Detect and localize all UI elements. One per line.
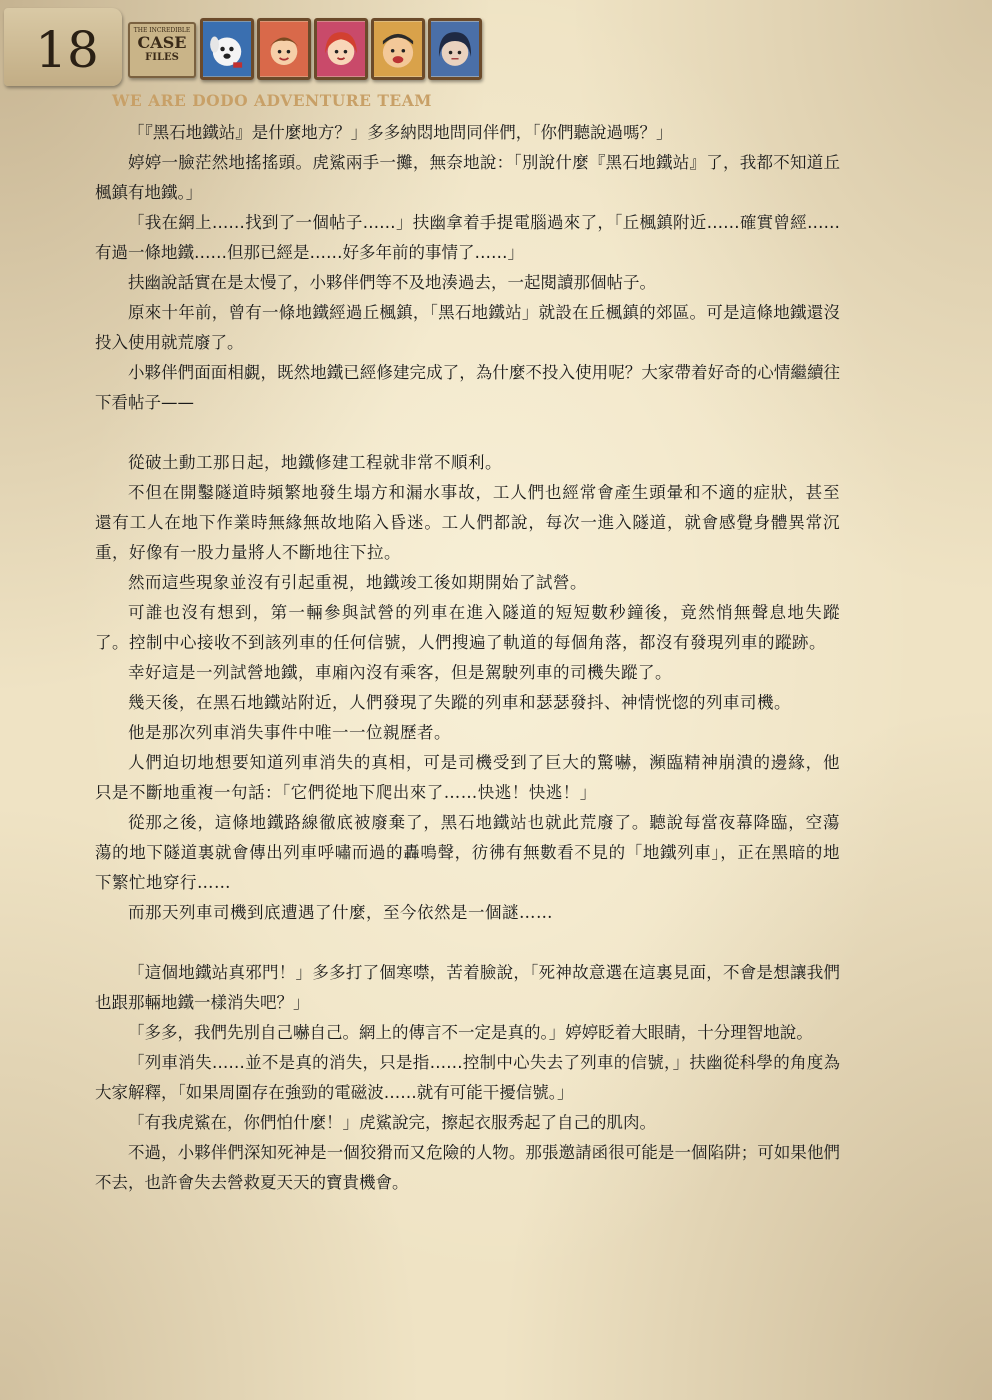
post-paragraph: 幾天後，在黑石地鐵站附近，人們發現了失蹤的列車和瑟瑟發抖、神情恍惚的列車司機。 xyxy=(128,693,791,712)
logo-line-2: CASE xyxy=(137,33,187,52)
dog-character-portrait xyxy=(200,18,254,80)
paragraph: 扶幽說話實在是太慢了，小夥伴們等不及地湊過去，一起閱讀那個帖子。 xyxy=(128,273,656,292)
paragraph: 「多多，我們先別自己嚇自己。網上的傳言不一定是真的。」婷婷眨着大眼睛，十分理智地說。 xyxy=(128,1023,813,1042)
post-paragraph: 從那之後，這條地鐵路線徹底被廢棄了，黑石地鐵站也就此荒廢了。聽說每當夜幕降臨，空蕩蕩的地下隧道裏就會傳出列車呼嘯而過的轟鳴聲，彷彿有無數看不見的「地鐵列車」，正在黑暗的地下繁忙地穿行…… xyxy=(95,813,840,892)
post-paragraph: 可誰也沒有想到，第一輛參與試營的列車在進入隧道的短短數秒鐘後，竟然悄無聲息地失蹤了。控制中心接收不到該列車的任何信號，人們搜遍了軌道的每個角落，都沒有發現列車的蹤跡。 xyxy=(95,603,840,652)
post-paragraph: 然而這些現象並沒有引起重視，地鐵竣工後如期開始了試營。 xyxy=(128,573,587,592)
post-paragraph: 人們迫切地想要知道列車消失的真相，可是司機受到了巨大的驚嚇，瀕臨精神崩潰的邊緣，他只是不斷地重複一句話：「它們從地下爬出來了……快逃！快逃！」 xyxy=(95,753,840,802)
page-number-tab xyxy=(4,8,122,86)
post-paragraph: 不但在開鑿隧道時頻繁地發生塌方和漏水事故，工人們也經常會產生頭暈和不適的症狀，甚至還有工人在地下作業時無緣無故地陷入昏迷。工人們都說，每次一進入隧道，就會感覺身體異常沉重，好像有一股力量將人不斷地往下拉。 xyxy=(95,483,840,562)
section-gap xyxy=(95,418,840,448)
team-banner: WE ARE DODO ADVENTURE TEAM xyxy=(112,91,432,110)
section-gap xyxy=(95,928,840,958)
story-text xyxy=(95,118,840,1198)
page-header xyxy=(0,0,560,115)
logo-line-3: FILES xyxy=(145,52,179,63)
paragraph: 「列車消失……並不是真的消失，只是指……控制中心失去了列車的信號，」扶幽從科學的角度為大家解釋，「如果周圍存在強勁的電磁波……就有可能干擾信號。」 xyxy=(95,1053,840,1102)
paragraph: 原來十年前，曾有一條地鐵經過丘楓鎮，「黑石地鐵站」就設在丘楓鎮的郊區。可是這條地鐵還沒投入使用就荒廢了。 xyxy=(95,303,840,352)
forum-post-section xyxy=(95,448,840,928)
after-section xyxy=(95,958,840,1198)
chubby-boy-character-portrait xyxy=(371,18,425,80)
logo-line-1: THE INCREDIBLE xyxy=(133,27,191,34)
girl-character-portrait xyxy=(314,18,368,80)
paragraph: 「這個地鐵站真邪門！」多多打了個寒噤，苦着臉說，「死神故意選在這裏見面，不會是想讓我們也跟那輛地鐵一樣消失吧？」 xyxy=(95,963,840,1012)
post-paragraph: 從破土動工那日起，地鐵修建工程就非常不順利。 xyxy=(128,453,502,472)
paragraph: 「我在網上……找到了一個帖子……」扶幽拿着手提電腦過來了，「丘楓鎮附近……確實曾經……有過一條地鐵……但那已經是……好多年前的事情了……」 xyxy=(95,213,840,262)
post-paragraph: 他是那次列車消失事件中唯一一位親歷者。 xyxy=(128,723,451,742)
case-files-logo xyxy=(128,22,196,78)
paragraph: 「『黑石地鐵站』是什麼地方？」多多納悶地問同伴們，「你們聽說過嗎？」 xyxy=(128,123,673,142)
post-paragraph: 幸好這是一列試營地鐵，車廂內沒有乘客，但是駕駛列車的司機失蹤了。 xyxy=(128,663,672,682)
paragraph: 不過，小夥伴們深知死神是一個狡猾而又危險的人物。那張邀請函很可能是一個陷阱；可如果他們不去，也許會失去營救夏天天的寶貴機會。 xyxy=(95,1143,840,1192)
paragraph: 「有我虎鯊在，你們怕什麼！」虎鯊說完，擦起衣服秀起了自己的肌肉。 xyxy=(128,1113,656,1132)
boy-character-portrait xyxy=(257,18,311,80)
page-number: 18 xyxy=(35,21,99,79)
paragraph: 婷婷一臉茫然地搖搖頭。虎鯊兩手一攤，無奈地說：「別說什麼『黑石地鐵站』了，我都不知道丘楓鎮有地鐵。」 xyxy=(95,153,840,202)
dark-hair-character-portrait xyxy=(428,18,482,80)
paragraph: 小夥伴們面面相覷，既然地鐵已經修建完成了，為什麼不投入使用呢？大家帶着好奇的心情繼續往下看帖子—— xyxy=(95,363,840,412)
post-paragraph: 而那天列車司機到底遭遇了什麼，至今依然是一個謎…… xyxy=(128,903,553,922)
intro-section xyxy=(95,118,840,418)
